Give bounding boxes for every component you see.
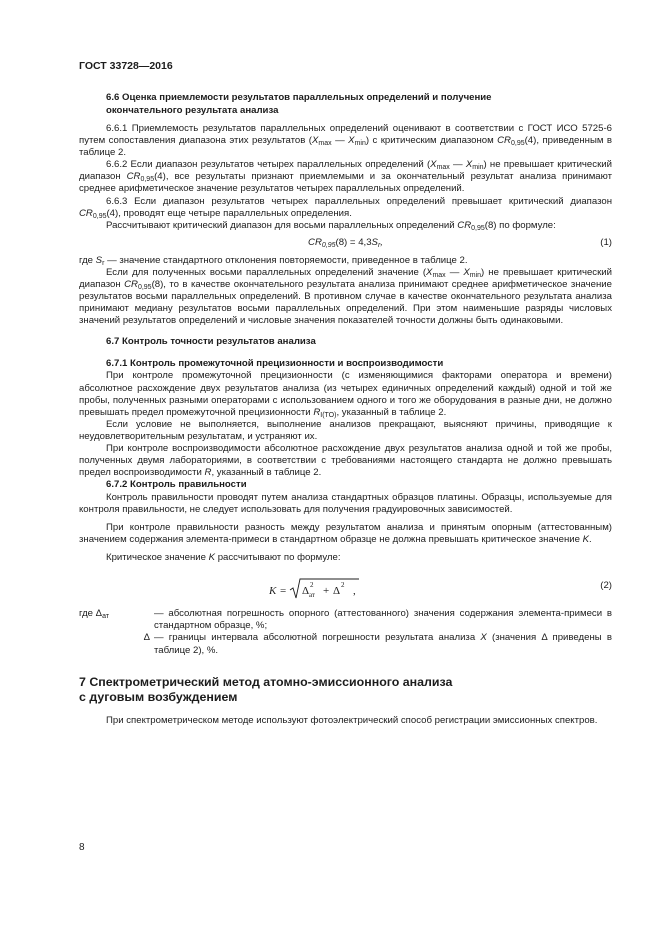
section-6-7-heading: 6.7 Контроль точности результатов анализа [106, 336, 316, 348]
paragraph-section-7: При спектрометрическом методе используют фотоэлектрический способ регистрации эмиссионных спектров. [106, 714, 598, 726]
svg-text:+: + [323, 585, 330, 598]
paragraph-6-6-1: 6.6.1 Приемлемость результатов параллельных определений оценивают в соответствии с ГОСТ ИСО 5725-6 путем сопоставления диапазона этих результатов ($X_{max}$ — $X_{min}$) с критическим диапазоном $CR_{0,95}(4)$, приведенным в таблице 2. [79, 123, 613, 159]
paragraph-critical-range: Рассчитывают критический диапазон для восьми параллельных определений $CR_{0,95}(8)$ по формуле: [106, 219, 556, 232]
paragraph-difference: При контроле правильности разность между результатом анализа и принятым опорным (аттестованным) значением содержания элемента-примеси в стандартном образце не должна превышать критическое значение K. [79, 521, 612, 546]
paragraph-eight-determinations: Если для полученных восьми параллельных определений значение ($X_{max}$ — $X_{min}$) не превышает критический диапазон $CR_{0,95}(8)$, то в качестве окончательного результата анализа принимают среднее арифметическое значение результатов восьми параллельных определений. В противном случае в качестве окончательного результата анализа принимают медиану результатов восьми параллельных определений. При этом наименьшие разряды числовых значений результатов определений и числовые значения показателей точности должны быть одинаковыми. [79, 266, 612, 327]
formula-2 [79, 568, 612, 602]
document-body [79, 92, 612, 727]
paragraph-critical-value: Критическое значение K рассчитывают по формуле: [106, 552, 341, 564]
svg-text:2: 2 [310, 581, 314, 590]
svg-text:2: 2 [341, 581, 345, 590]
svg-text:Δ: Δ [333, 585, 341, 598]
paragraph-6-6-2: 6.6.2 Если диапазон результатов четырех параллельных определений ($X_{max}$ — $X_{min}$) не превышает критический диапазон $CR_{0,95}(4)$, все результаты признают приемлемыми и за окончательный результат анализа принимают среднее арифметическое значение результатов четырех параллельных определений. [79, 159, 613, 195]
paragraph-trueness: Контроль правильности проводят путем анализа стандартных образцов платины. Образцы, используемые для контроля правильности, не следует использовать для получения градуировочных зависимостей. [79, 491, 612, 515]
paragraph-6-6-3: 6.6.3 Если диапазон результатов четырех параллельных определений превышает критический диапазон $CR_{0,95}(4)$, проводят еще четыре параллельных определения. [79, 195, 612, 220]
section-7-heading: 7 Спектрометрический метод атомно-эмиссионного анализа с дуговым возбуждением [79, 674, 453, 705]
paragraph-intermediate-precision: При контроле промежуточной прецизионности (с изменяющимися факторами оператора и времени) абсолютное расхождение двух результатов анализа (из четырех единичных определений каждый) одной и той же пробы, полученных разными операторами с использованием одного и того же оборудования в разные дни, не должно превышать предел промежуточной прецизионности $R_{I(TO)}$, указанный в таблице 2. [79, 370, 612, 419]
formula-1: $CR_{0,95}(8) = 4,3S_r$, (1) [308, 236, 612, 249]
section-6-7-2-heading: 6.7.2 Контроль правильности [106, 479, 247, 491]
paragraph-condition-fail: Если условие не выполняется, выполнение анализов прекращают, выясняют причины, приводящие к неудовлетворительным результатам, и устраняют их. [79, 418, 612, 442]
svg-text:K: K [269, 585, 277, 598]
section-6-6-heading: 6.6 Оценка приемлемости результатов параллельных определений и получение окончательного результата анализа [106, 92, 492, 116]
section-6-7-1-heading: 6.7.1 Контроль промежуточной прецизионности и воспроизводимости [106, 357, 444, 369]
formula-1-number: (1) [600, 236, 612, 248]
standard-header: ГОСТ 33728—2016 [79, 60, 173, 72]
svg-text:=: = [280, 585, 287, 598]
formula-2-graphic [269, 576, 419, 602]
paragraph-reproducibility: При контроле воспроизводимости абсолютное расхождение двух результатов анализа одной и той же пробы, полученных двумя лабораториями, в соответствии с требованиями настоящего стандарта не должно превышать предел воспроизводимости R, указанный в таблице 2. [79, 442, 612, 479]
formula-2-where: где $\Delta_{ат}$ — абсолютная погрешность опорного (аттестованного) значения содержания элемента-примеси в стандартном образце, %; Δ — границы интервала абсолютной погрешности результата анализа X (значения Δ приведены в таблице 2), %. [79, 608, 612, 656]
formula-1-where: где $S_r$ — значение стандартного отклонения повторяемости, приведенное в таблице 2. [79, 254, 468, 267]
svg-text:,: , [353, 585, 356, 598]
formula-2-number: (2) [600, 580, 612, 592]
svg-text:ат: ат [309, 591, 315, 600]
svg-text:Δ: Δ [302, 585, 310, 598]
page-number: 8 [79, 842, 85, 853]
